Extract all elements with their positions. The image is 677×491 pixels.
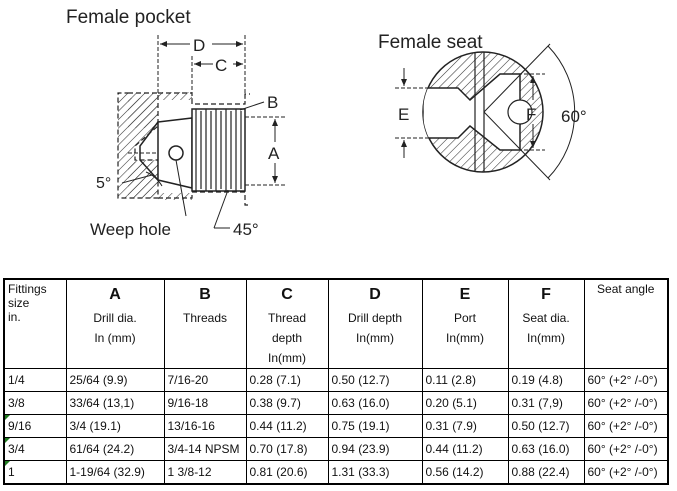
header-port: E Port In(mm) bbox=[422, 279, 508, 369]
header-drill-depth: D Drill depth In(mm) bbox=[328, 279, 422, 369]
cell-drill-dia: 33/64 (13,1) bbox=[66, 392, 164, 415]
cell-port: 0.20 (5.1) bbox=[422, 392, 508, 415]
header-threads: B Threads bbox=[164, 279, 246, 369]
label-weep-hole: Weep hole bbox=[90, 220, 171, 239]
cell-thread-depth: 0.38 (9.7) bbox=[246, 392, 328, 415]
header-fittings-size: Fittings size in. bbox=[4, 279, 66, 369]
cell-threads: 13/16-16 bbox=[164, 415, 246, 438]
cell-threads: 7/16-20 bbox=[164, 369, 246, 392]
cell-seat-angle: 60° (+2° /-0°) bbox=[584, 392, 668, 415]
label-b: B bbox=[267, 93, 279, 112]
label-c: C bbox=[215, 56, 228, 75]
header-drill-dia: A Drill dia. In (mm) bbox=[66, 279, 164, 369]
cell-thread-depth: 0.28 (7.1) bbox=[246, 369, 328, 392]
header-seat-dia: F Seat dia. In(mm) bbox=[508, 279, 584, 369]
comment-marker-icon bbox=[5, 415, 10, 420]
label-f: F bbox=[526, 105, 537, 124]
thread-zigzag bbox=[192, 109, 245, 191]
label-sixty: 60° bbox=[561, 107, 587, 126]
cell-seat-angle: 60° (+2° /-0°) bbox=[584, 461, 668, 485]
label-e: E bbox=[398, 105, 410, 124]
pocket-title: Female pocket bbox=[66, 7, 191, 28]
table-row bbox=[4, 392, 668, 415]
cell-drill-depth: 0.63 (16.0) bbox=[328, 392, 422, 415]
label-a: A bbox=[268, 144, 280, 163]
comment-marker-icon bbox=[5, 461, 10, 466]
cell-seat-angle: 60° (+2° /-0°) bbox=[584, 415, 668, 438]
cell-drill-depth: 0.94 (23.9) bbox=[328, 438, 422, 461]
cell-drill-depth: 0.75 (19.1) bbox=[328, 415, 422, 438]
cell-seat-dia: 0.50 (12.7) bbox=[508, 415, 584, 438]
comment-marker-icon bbox=[5, 438, 10, 443]
fittings-spec-table bbox=[3, 278, 669, 485]
cell-seat-dia: 0.31 (7,9) bbox=[508, 392, 584, 415]
cell-drill-dia: 1-19/64 (32.9) bbox=[66, 461, 164, 485]
table-row bbox=[4, 415, 668, 438]
cell-threads: 1 3/8-12 bbox=[164, 461, 246, 485]
cell-size: 3/8 bbox=[4, 392, 66, 415]
cell-port: 0.56 (14.2) bbox=[422, 461, 508, 485]
cell-drill-depth: 0.50 (12.7) bbox=[328, 369, 422, 392]
cell-seat-dia: 0.63 (16.0) bbox=[508, 438, 584, 461]
cell-seat-dia: 0.19 (4.8) bbox=[508, 369, 584, 392]
cell-drill-dia: 61/64 (24.2) bbox=[66, 438, 164, 461]
cell-drill-dia: 25/64 (9.9) bbox=[66, 369, 164, 392]
female-pocket-drawing bbox=[66, 7, 285, 239]
cell-port: 0.11 (2.8) bbox=[422, 369, 508, 392]
cell-seat-angle: 60° (+2° /-0°) bbox=[584, 369, 668, 392]
cell-size: 9/16 bbox=[4, 415, 66, 438]
cell-size: 1/4 bbox=[4, 369, 66, 392]
table-row bbox=[4, 438, 668, 461]
weep-hole-circle bbox=[169, 146, 183, 160]
label-d: D bbox=[193, 36, 206, 55]
cell-threads: 9/16-18 bbox=[164, 392, 246, 415]
cell-threads: 3/4-14 NPSM bbox=[164, 438, 246, 461]
cell-thread-depth: 0.81 (20.6) bbox=[246, 461, 328, 485]
table-header-row bbox=[4, 279, 668, 369]
cell-port: 0.44 (11.2) bbox=[422, 438, 508, 461]
label-forty-five: 45° bbox=[233, 220, 259, 239]
cell-seat-dia: 0.88 (22.4) bbox=[508, 461, 584, 485]
cell-drill-dia: 3/4 (19.1) bbox=[66, 415, 164, 438]
cell-size: 3/4 bbox=[4, 438, 66, 461]
seat-title: Female seat bbox=[378, 32, 483, 53]
cell-thread-depth: 0.44 (11.2) bbox=[246, 415, 328, 438]
cell-thread-depth: 0.70 (17.8) bbox=[246, 438, 328, 461]
cell-drill-depth: 1.31 (33.3) bbox=[328, 461, 422, 485]
header-seat-angle: Seat angle bbox=[584, 279, 668, 369]
table-row bbox=[4, 461, 668, 485]
cell-port: 0.31 (7.9) bbox=[422, 415, 508, 438]
label-five-deg: 5° bbox=[96, 175, 112, 192]
table-row bbox=[4, 369, 668, 392]
female-seat-drawing bbox=[378, 32, 587, 180]
header-thread-depth: C Thread depth In(mm) bbox=[246, 279, 328, 369]
cell-seat-angle: 60° (+2° /-0°) bbox=[584, 438, 668, 461]
cell-size: 1 bbox=[4, 461, 66, 485]
